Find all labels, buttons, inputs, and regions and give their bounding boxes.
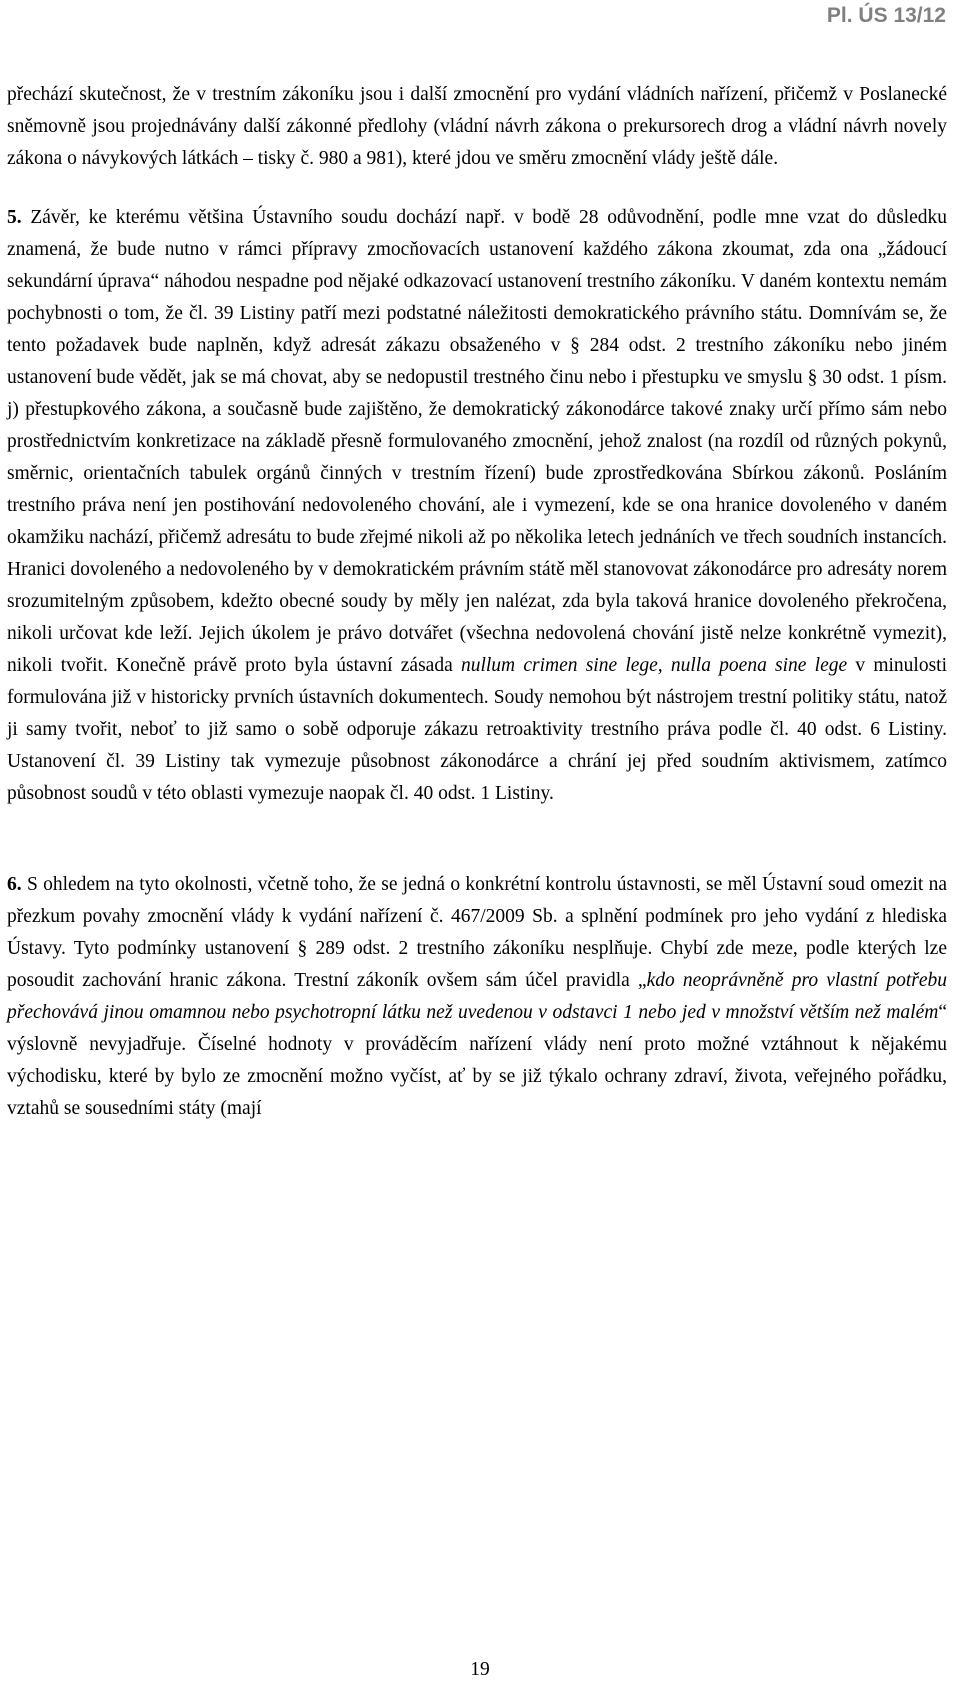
page-number: 19 — [470, 1659, 490, 1680]
text-run: “ výslovně nevyjadřuje. Číselné hodnoty v prováděcím nařízení vlády není proto možné vztáhnout k nějakému východisku, které by bylo ze zmocnění možno vyčíst, ať by se již týkalo ochrany zdraví, života, veřejného pořádku, vztahů se sousedními státy (mají — [7, 1002, 947, 1119]
paragraph-number: 5. — [7, 207, 22, 228]
text-run: přechází skutečnost, že v trestním zákoníku jsou i další zmocnění pro vydání vládních nařízení, přičemž v Poslanecké sněmovně jsou projednávány další zákonné předlohy (vládní návrh zákona o prekursorech drog a vládní návrh novely zákona o návykových látkách – tisky č. 980 a 981), které jdou ve směru zmocnění vlády ještě dále. — [7, 84, 947, 169]
paragraph-6 — [7, 869, 947, 1125]
text-run: Závěr, ke kterému většina Ústavního soudu dochází např. v bodě 28 odůvodnění, podle mne vzat do důsledku znamená, že bude nutno v rámci přípravy zmocňovacích ustanovení každého zákona zkoumat, zda ona „žádoucí sekundární úprava“ náhodou nespadne pod nějaké odkazovací ustanovení trestního zákoníku. V daném kontextu nemám pochybnosti o tom, že čl. 39 Listiny patří mezi podstatné náležitosti demokratického právního státu. Domnívám se, že tento požadavek bude naplněn, když adresát zákazu obsaženého v § 284 odst. 2 trestního zákoníku nebo jiném ustanovení bude vědět, jak se má chovat, aby se nedopustil trestného činu nebo i přestupku ve smyslu § 30 odst. 1 písm. j) přestupkového zákona, a současně bude zajištěno, že demokratický zákonodárce takové znaky určí přímo sám nebo prostřednictvím konkretizace na základě přesně formulovaného zmocnění, jehož znalost (na rozdíl od různých pokynů, směrnic, orientačních tabulek orgánů činných v trestním řízení) bude zprostředkována Sbírkou zákonů. Posláním trestního práva není jen postihování nedovoleného chování, ale i vymezení, kde se ona hranice dovoleného v daném okamžiku nachází, přičemž adresátu to bude zřejmé nikoli až po několika letech jednáních ve třech soudních instancích. Hranici dovoleného a nedovoleného by v demokratickém právním státě měl stanovovat zákonodárce pro adresáty norem srozumitelným způsobem, kdežto obecné soudy by měly jen nalézat, zda byla taková hranice dovoleného překročena, nikoli určovat kde leží. Jejich úkolem je právo dotvářet (všechna nedovolená chování jistě nelze konkrétně vymezit), nikoli tvořit. Konečně právě proto byla ústavní zásada — [7, 207, 948, 676]
paragraph-5 — [7, 202, 947, 810]
text-run: v minulosti formulována již v historicky prvních ústavních dokumentech. Soudy nemohou být nástrojem trestní politiky státu, natož ji samy tvořit, neboť to již samo o sobě odporuje zákazu retroaktivity trestního práva podle čl. 40 odst. 6 Listiny. Ustanovení čl. 39 Listiny tak vymezuje působnost zákonodárce a chrání jej před soudním aktivismem, zatímco působnost soudů v této oblasti vymezuje naopak čl. 40 odst. 1 Listiny. — [7, 655, 948, 804]
paragraph-continuation — [7, 79, 947, 175]
document-reference-header: Pl. ÚS 13/12 — [826, 4, 946, 27]
quoted-provision: kdo neoprávněně pro vlastní potřebu přechovává jinou omamnou nebo psychotropní látku než uvedenou v odstavci 1 nebo jed v množství větším než malém — [7, 970, 947, 1023]
paragraph-number: 6. — [7, 874, 22, 895]
text-run: S ohledem na tyto okolnosti, včetně toho, že se jedná o konkrétní kontrolu ústavnosti, se měl Ústavní soud omezit na přezkum povahy zmocnění vlády k vydání nařízení č. 467/2009 Sb. a splnění podmínek pro jeho vydání z hlediska Ústavy. Tyto podmínky ustanovení § 289 odst. 2 trestního zákoníku nesplňuje. Chybí zde meze, podle kterých lze posoudit zachování hranic zákona. Trestní zákoník ovšem sám účel pravidla „ — [7, 874, 948, 991]
latin-maxim: nullum crimen sine lege, nulla poena sine lege — [460, 655, 848, 676]
document-body — [7, 79, 947, 1125]
